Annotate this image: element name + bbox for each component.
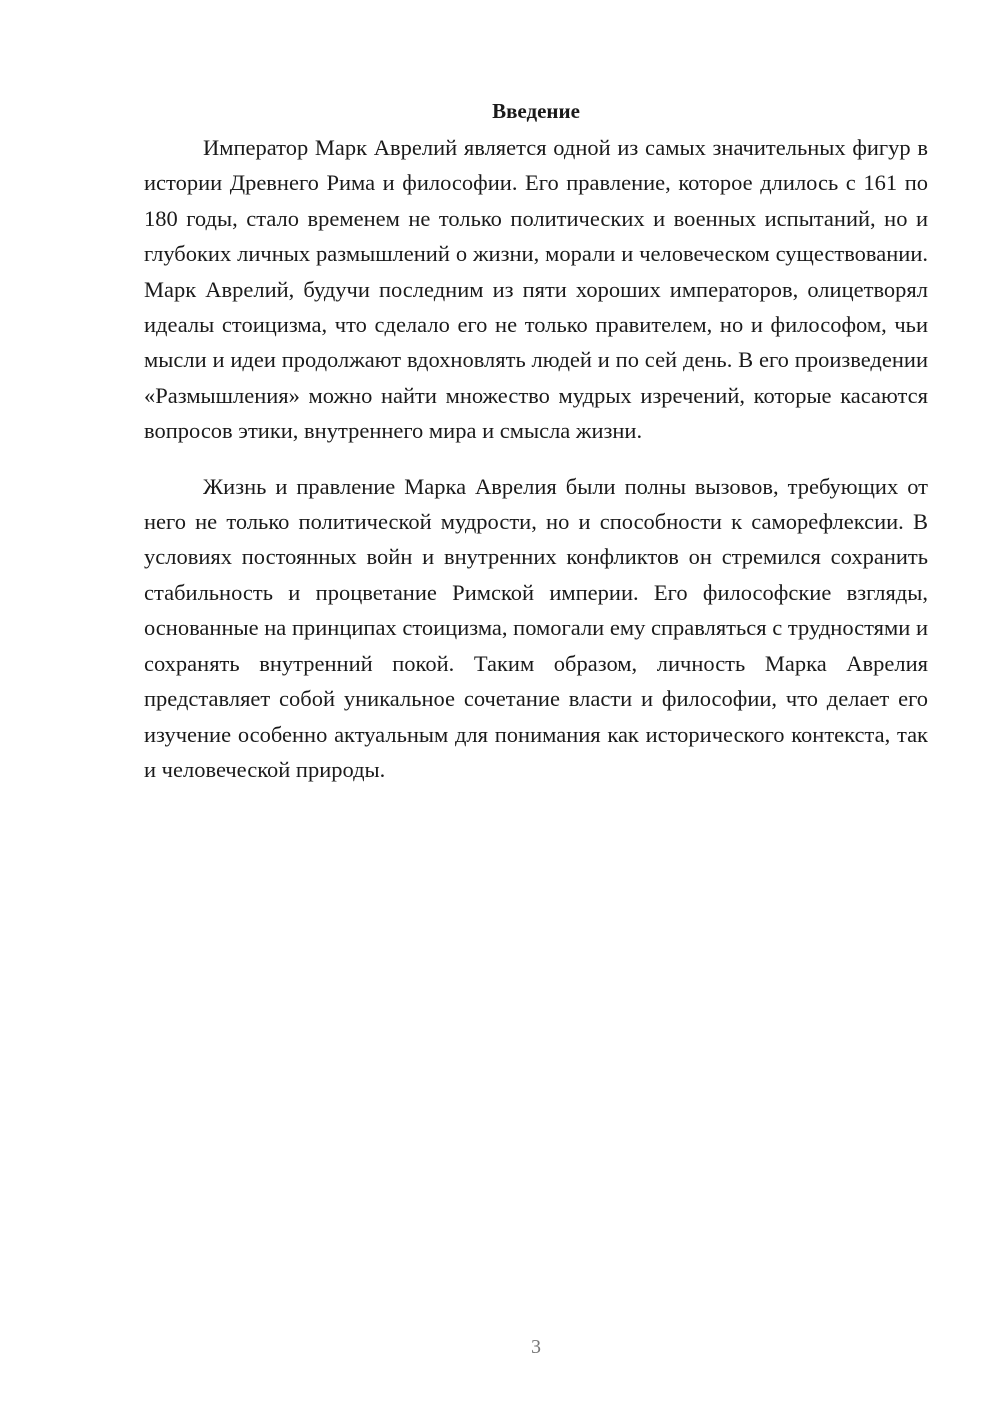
page-body <box>144 95 928 787</box>
section-title: Введение <box>492 99 580 123</box>
paragraph-1: Император Марк Аврелий является одной из самых значительных фигур в истории Древнего Рима и философии. Его правление, которое длилось с 161 по 180 годы, стало временем не только политических и военных испытаний, но и глубоких личных размышлений о жизни, морали и человеческом существовании. Марк Аврелий, будучи последним из пяти хороших императоров, олицетворял идеалы стоицизма, что сделало его не только правителем, но и философом, чьи мысли и идеи продолжают вдохновлять людей и по сей день. В его произведении «Размышления» можно найти множество мудрых изречений, которые касаются вопросов этики, внутреннего мира и смысла жизни. <box>144 135 928 444</box>
page-number: 3 <box>531 1336 541 1358</box>
paragraph-2: Жизнь и правление Марка Аврелия были полны вызовов, требующих от него не только политической мудрости, но и способности к саморефлексии. В условиях постоянных войн и внутренних конфликтов он стремился сохранить стабильность и процветание Римской империи. Его философские взгляды, основанные на принципах стоицизма, помогали ему справляться с трудностями и сохранять внутренний покой. Таким образом, личность Марка Аврелия представляет собой уникальное сочетание власти и философии, что делает его изучение особенно актуальным для понимания как исторического контекста, так и человеческой природы. <box>144 473 928 782</box>
